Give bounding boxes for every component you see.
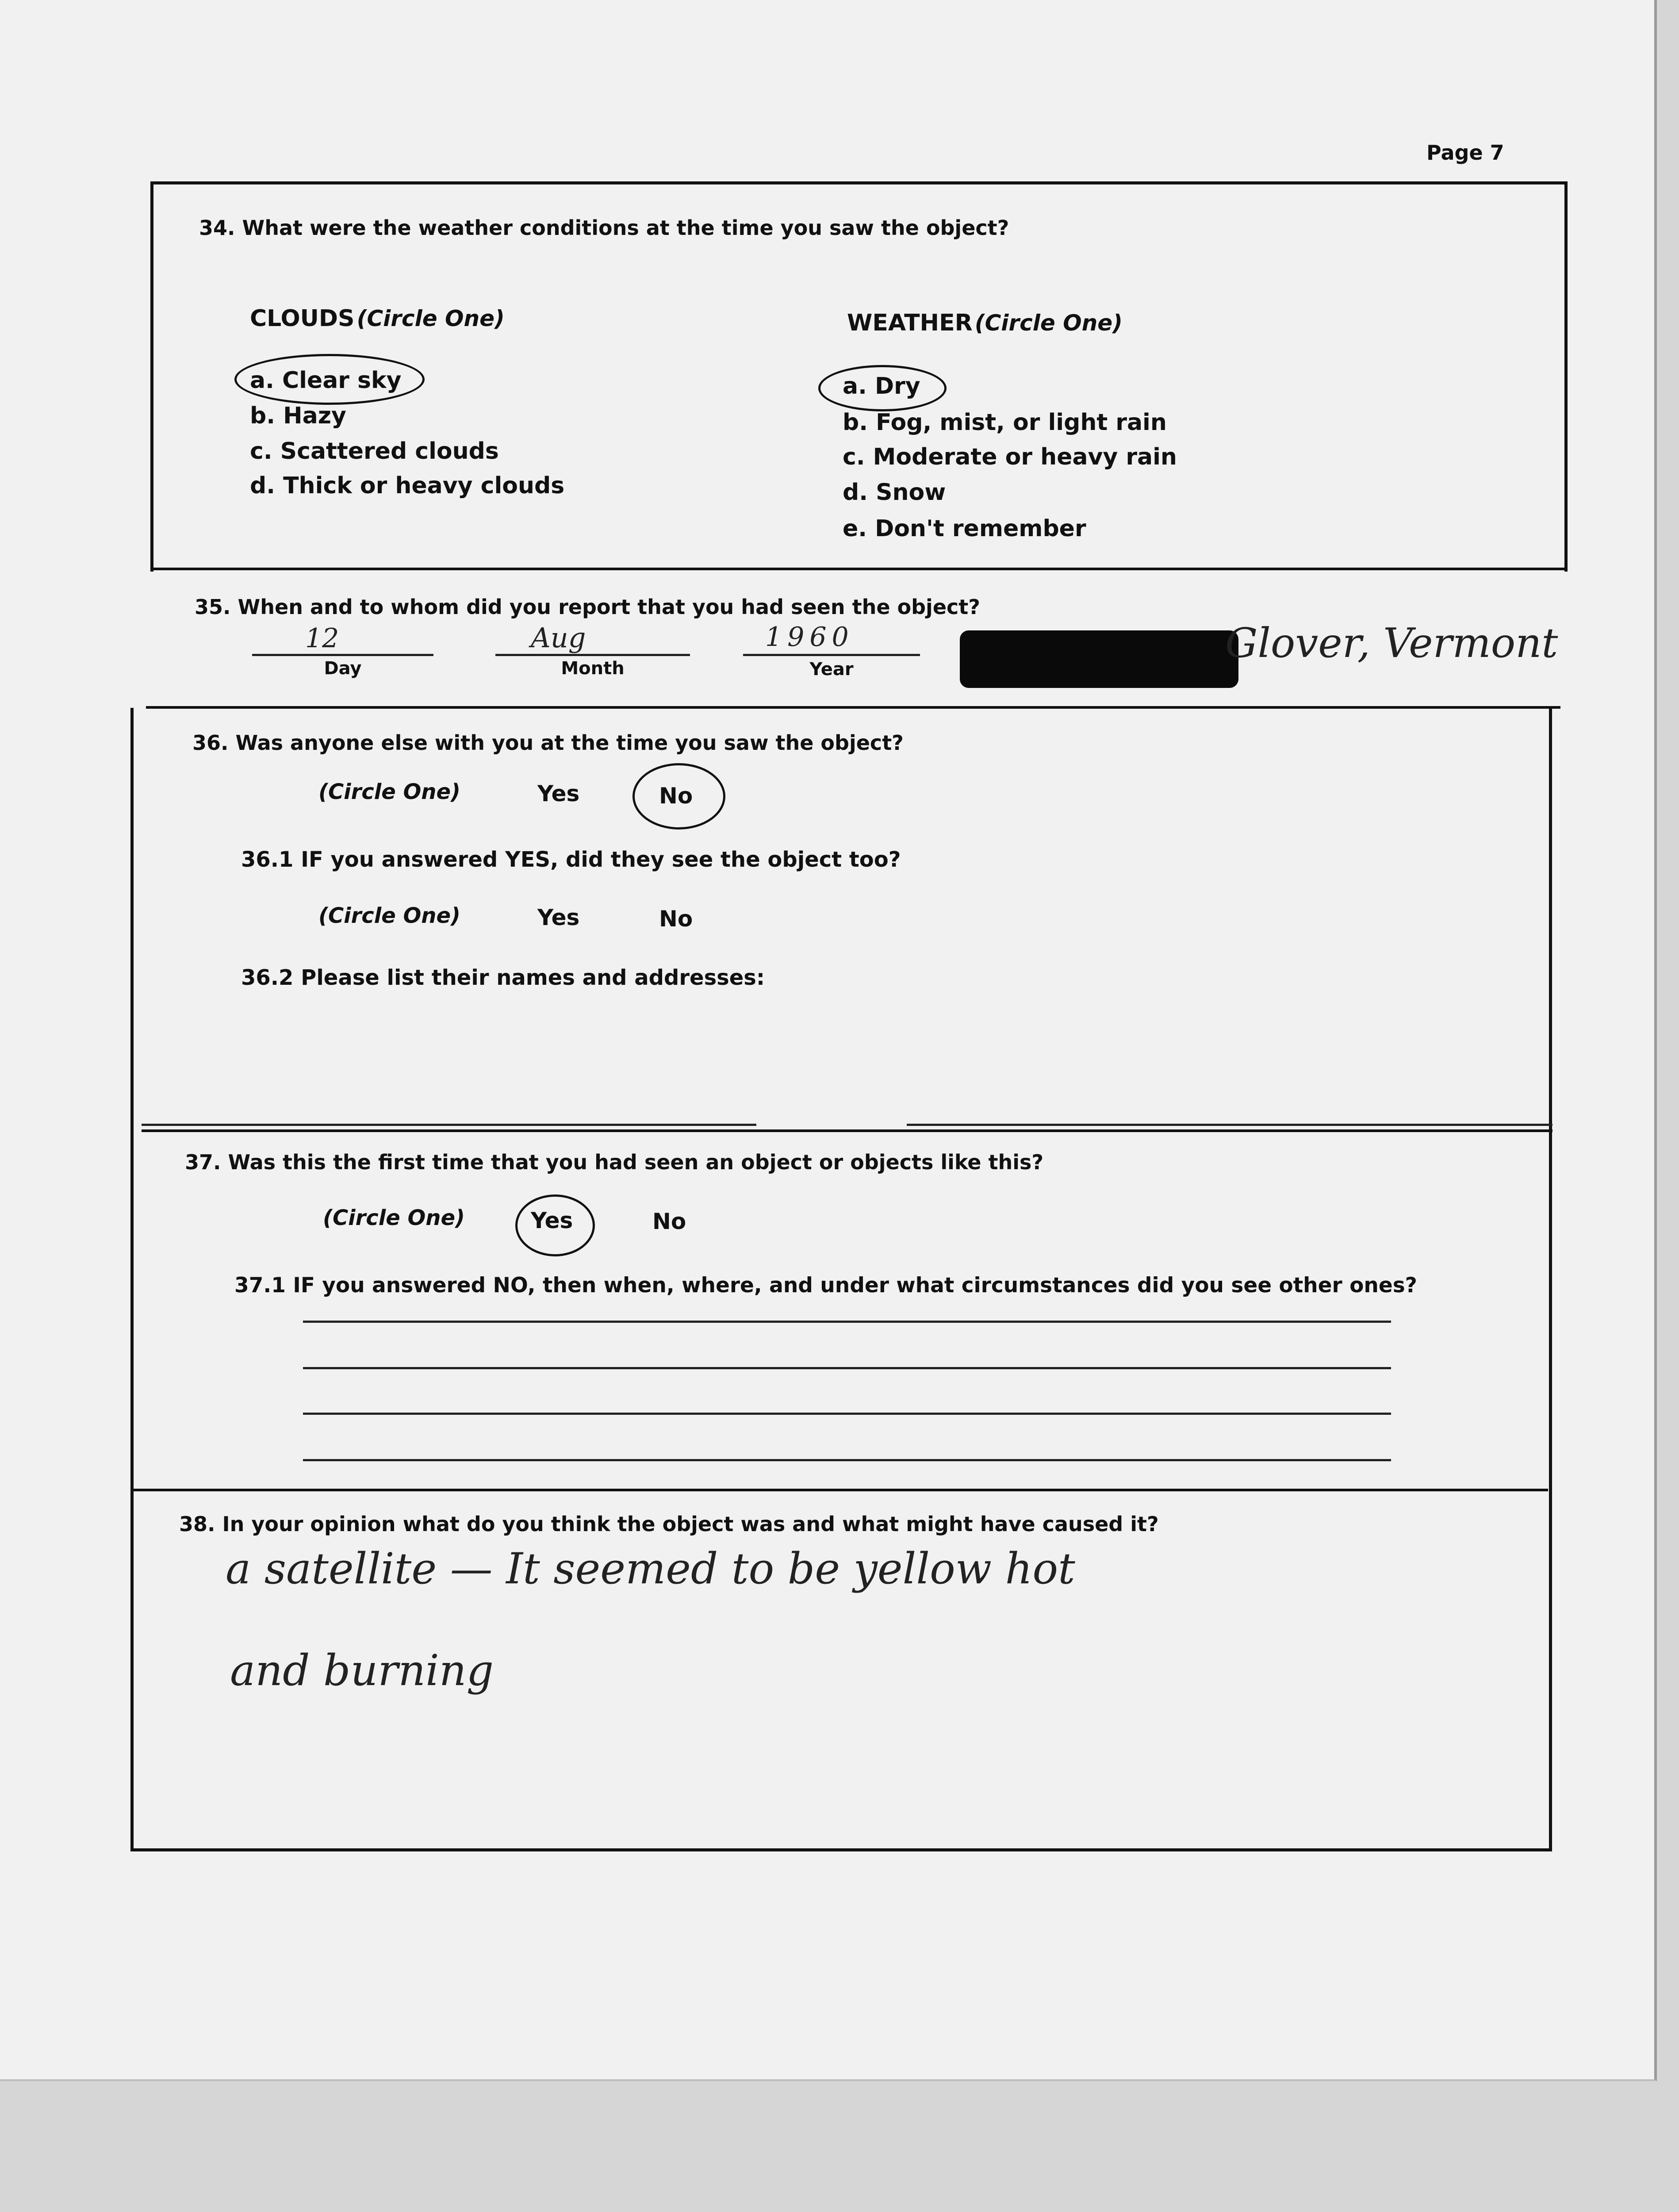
- q35-place-value[interactable]: Glover, Vermont: [1225, 619, 1558, 667]
- clouds-header: CLOUDS: [250, 305, 355, 332]
- q36-answer-circle: [632, 763, 725, 830]
- q37-1-line-2[interactable]: [303, 1367, 1391, 1369]
- clouds-hint: (Circle One): [356, 306, 505, 331]
- q35-year-value[interactable]: 1960: [765, 622, 854, 653]
- q36-2-question: 36.2 Please list their names and addresses:: [241, 965, 765, 990]
- q36-1-yes[interactable]: Yes: [537, 905, 580, 930]
- q37-answer-circle: [515, 1194, 595, 1256]
- clouds-option-a[interactable]: a. Clear sky: [250, 367, 402, 394]
- q36-question: 36. Was anyone else with you at the time you saw the object?: [192, 731, 904, 755]
- q36-2-address-line[interactable]: [907, 1124, 1552, 1126]
- clouds-option-b[interactable]: b. Hazy: [250, 403, 346, 429]
- q35-year-label: Year: [809, 659, 854, 680]
- weather-hint: (Circle One): [974, 310, 1123, 336]
- q38-answer-line-1[interactable]: a satellite — It seemed to be yellow hot: [226, 1544, 1075, 1594]
- q36-yes[interactable]: Yes: [537, 781, 580, 806]
- q35-day-value[interactable]: 12: [305, 623, 339, 654]
- clouds-heading: [250, 305, 505, 332]
- divider-36-37: [142, 1129, 1552, 1132]
- weather-heading: [847, 310, 1123, 336]
- clouds-option-d[interactable]: d. Thick or heavy clouds: [250, 472, 565, 499]
- q35-year-line: [743, 654, 920, 656]
- q37-no[interactable]: No: [652, 1209, 686, 1234]
- weather-option-c[interactable]: c. Moderate or heavy rain: [843, 444, 1177, 470]
- clouds-answer-circle: [234, 354, 425, 405]
- q35-day-line: [252, 654, 433, 656]
- q36-circle-one: (Circle One): [318, 780, 460, 804]
- q35-month-line: [495, 654, 690, 656]
- divider-34-35: [150, 568, 1564, 570]
- q37-question: 37. Was this the first time that you had seen an object or objects like this?: [185, 1150, 1044, 1174]
- q38-question: 38. In your opinion what do you think the object was and what might have caused it?: [179, 1512, 1159, 1536]
- q36-1-no[interactable]: No: [659, 906, 693, 932]
- page-number: Page 7: [1426, 141, 1504, 165]
- q37-yes[interactable]: Yes: [531, 1208, 573, 1233]
- q37-circle-one: (Circle One): [323, 1206, 465, 1230]
- weather-option-d[interactable]: d. Snow: [843, 479, 946, 506]
- q35-question: 35. When and to whom did you report that you had seen the object?: [195, 595, 980, 619]
- q35-day-label: Day: [324, 658, 362, 679]
- redaction-bar: [960, 630, 1238, 688]
- divider-37-38: [133, 1489, 1548, 1491]
- weather-header: WEATHER: [847, 310, 973, 336]
- q38-answer-line-2[interactable]: and burning: [230, 1646, 494, 1695]
- q36-1-circle-one: (Circle One): [318, 903, 460, 928]
- q37-1-question: 37.1 IF you answered NO, then when, where, and under what circumstances did you see other ones?: [234, 1273, 1417, 1298]
- weather-option-a[interactable]: a. Dry: [843, 373, 920, 399]
- weather-answer-circle: [818, 365, 947, 411]
- q36-no[interactable]: No: [659, 783, 693, 809]
- q37-1-line-3[interactable]: [303, 1413, 1391, 1415]
- clouds-option-c[interactable]: c. Scattered clouds: [250, 438, 499, 465]
- q36-1-question: 36.1 IF you answered YES, did they see the object too?: [241, 847, 901, 872]
- q35-month-label: Month: [561, 658, 625, 679]
- q36-2-name-line[interactable]: [142, 1124, 756, 1126]
- q34-question: 34. What were the weather conditions at the time you saw the object?: [199, 216, 1009, 240]
- q37-1-line-1[interactable]: [303, 1321, 1391, 1323]
- q35-month-value[interactable]: Aug: [531, 622, 586, 654]
- weather-option-e[interactable]: e. Don't remember: [843, 515, 1086, 542]
- q37-1-line-4[interactable]: [303, 1459, 1391, 1461]
- weather-option-b[interactable]: b. Fog, mist, or light rain: [843, 409, 1167, 436]
